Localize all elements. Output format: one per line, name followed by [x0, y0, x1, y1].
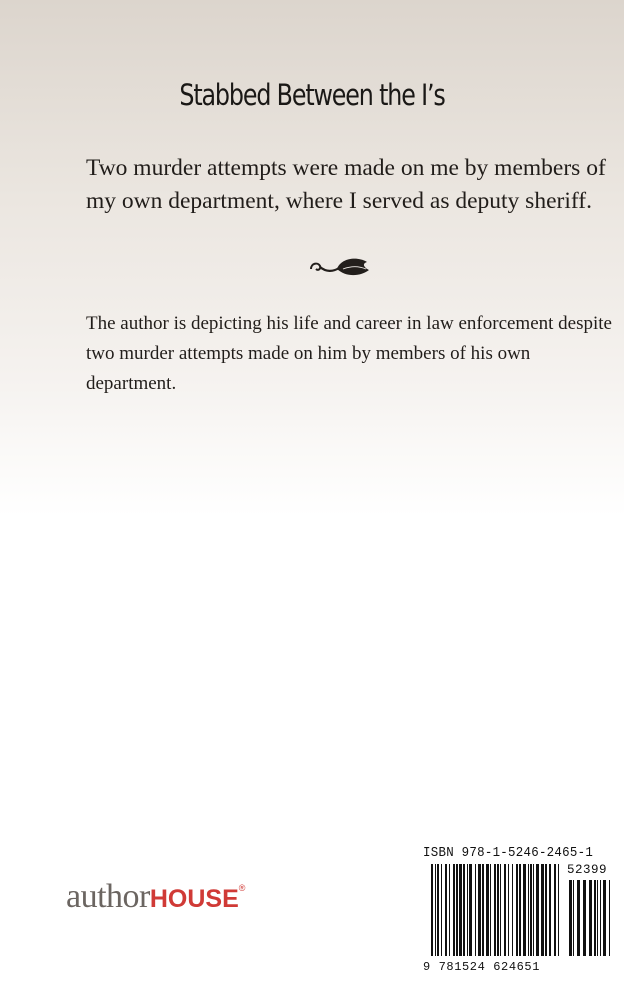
leaf-flourish-icon	[309, 254, 373, 284]
blurb-quote: Two murder attempts were made on me by members of my own department, where I served as deputy sheriff.	[86, 155, 606, 214]
barcode-panel	[417, 840, 617, 985]
book-description: The author is depicting his life and career in law enforcement despite two murder attempts made on him by members of his own department.	[86, 313, 612, 394]
barcode-addon-digits: 52399	[567, 863, 608, 877]
barcode-bars	[423, 864, 613, 962]
isbn-label: ISBN 978-1-5246-2465-1	[423, 846, 594, 861]
book-title: Stabbed Between the I’s	[179, 78, 445, 112]
publisher-logo	[66, 878, 245, 916]
publisher-prefix: author	[66, 878, 150, 915]
registered-mark: ®	[238, 883, 245, 893]
publisher-name: HOUSE	[149, 885, 239, 913]
barcode-digits: 9 781524 624651	[423, 960, 541, 974]
